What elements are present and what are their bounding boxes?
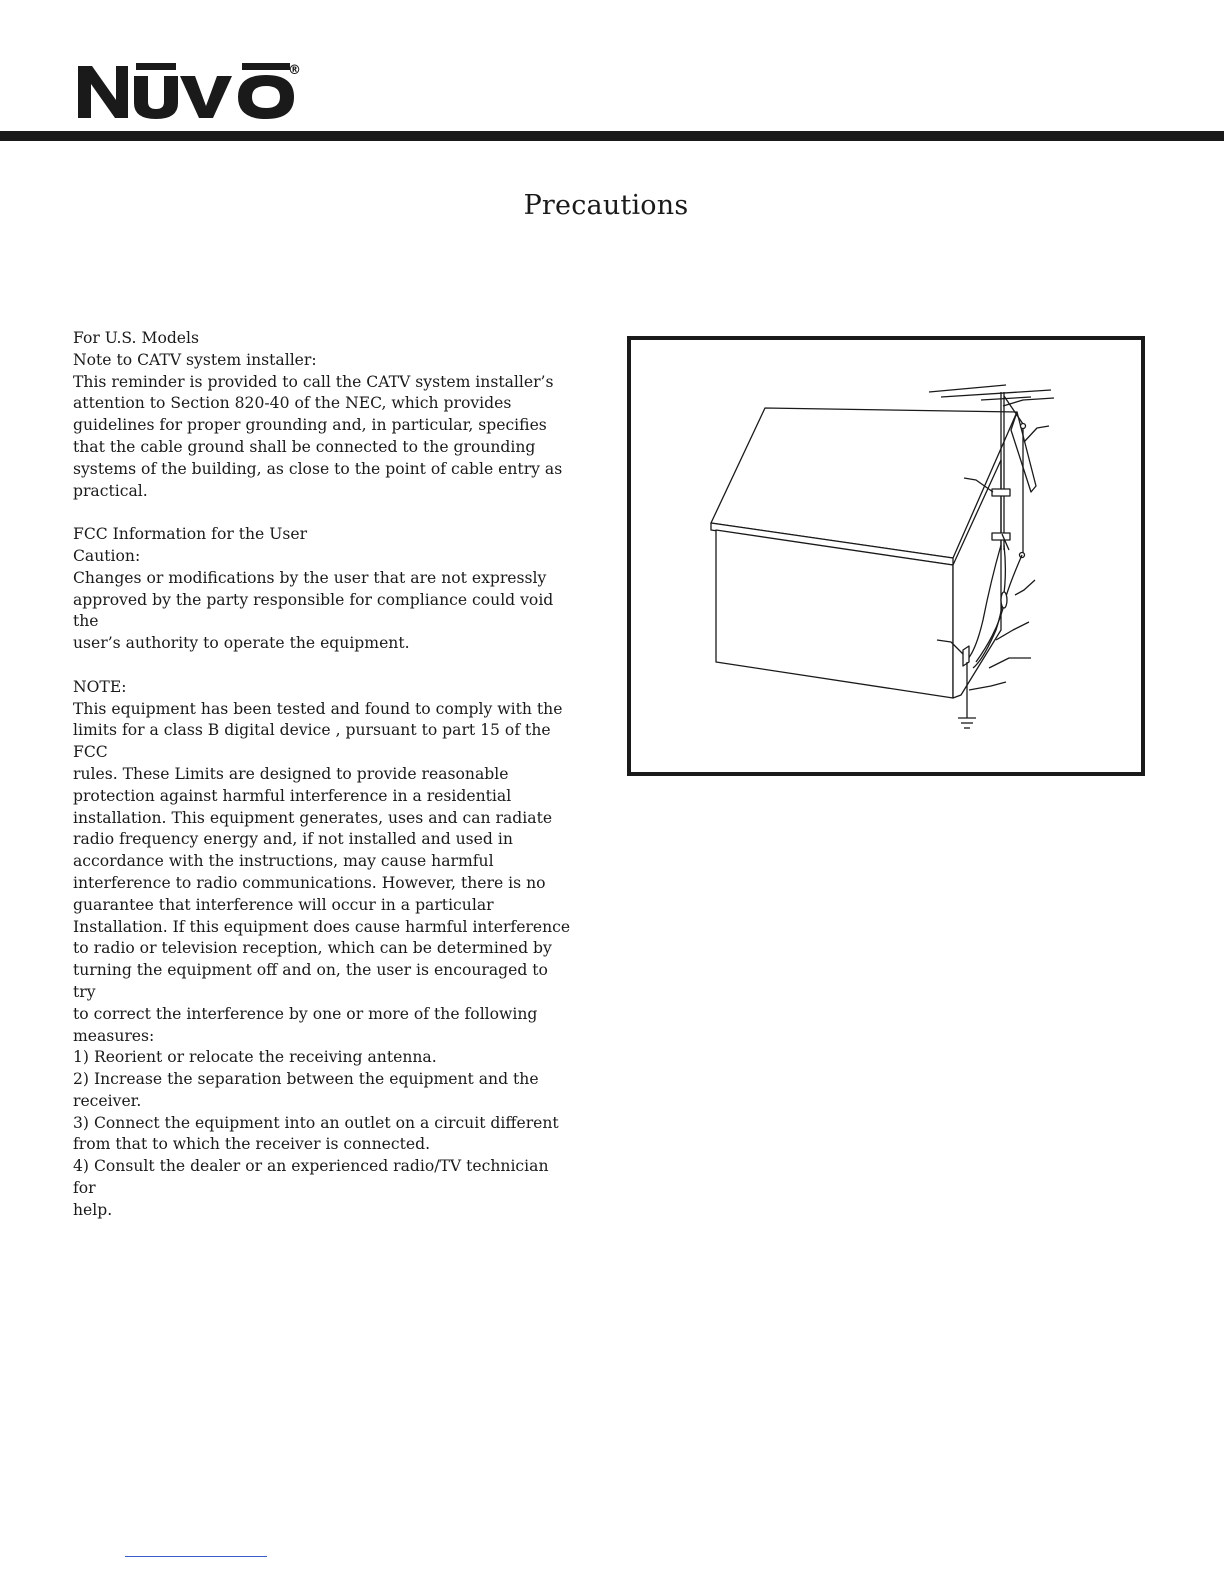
catv-line: guidelines for proper grounding and, in particular, specifies — [73, 416, 547, 435]
note-heading: NOTE: — [73, 677, 127, 696]
caution-line: user’s authority to operate the equipment. — [73, 634, 410, 653]
measure-item: 3) Connect the equipment into an outlet on a circuit different — [73, 1113, 559, 1132]
mast-clamp — [992, 489, 1010, 496]
note-line: radio frequency energy and, if not installed and used in — [73, 830, 513, 849]
page-title-row — [0, 190, 1224, 221]
page-title: Precautions — [523, 190, 689, 221]
note-line: rules. These Limits are designed to provide reasonable — [73, 764, 509, 783]
note-line: installation. This equipment generates, uses and can radiate — [73, 808, 553, 827]
header-rule — [0, 131, 1224, 141]
note-line: turning the equipment off and on, the user is encouraged to try — [73, 961, 548, 1001]
note-line: This equipment has been tested and found to comply with the — [73, 699, 563, 718]
ground-clamp — [963, 646, 969, 666]
callout-line — [1024, 426, 1049, 442]
us-models-label: For U.S. Models — [73, 329, 200, 347]
footer-link-underline — [125, 1556, 267, 1557]
measure-item: 1) Reorient or relocate the receiving antenna. — [73, 1048, 437, 1067]
callout-line — [969, 682, 1006, 690]
callout-line — [1015, 580, 1035, 595]
note-line: to radio or television reception, which can be determined by — [73, 939, 552, 958]
callout-line — [989, 658, 1031, 668]
caution-line: Changes or modifications by the user that are not expressly — [73, 568, 547, 587]
catv-line: systems of the building, as close to the point of cable entry as — [73, 459, 563, 478]
catv-line: practical. — [73, 481, 148, 500]
caution-heading: Caution: — [73, 546, 141, 565]
measure-item: receiver. — [73, 1091, 142, 1110]
catv-heading: Note to CATV system installer: — [73, 350, 317, 369]
note-line: accordance with the instructions, may cause harmful — [73, 852, 494, 871]
note-line: interference to radio communications. However, there is no — [73, 873, 546, 892]
measure-item: help. — [73, 1200, 113, 1219]
discharge-unit — [1001, 592, 1007, 608]
measure-item: 4) Consult the dealer or an experienced radio/TV technician for — [73, 1157, 549, 1198]
nuvo-logo — [78, 60, 308, 124]
antenna-grounding-diagram — [627, 336, 1145, 776]
note-line: protection against harmful interference in a residential — [73, 786, 512, 805]
note-line: guarantee that interference will occur in a particular — [73, 895, 494, 914]
catv-line: attention to Section 820-40 of the NEC, which provides — [73, 394, 512, 413]
caution-line: approved by the party responsible for compliance could void the — [73, 590, 554, 631]
note-line: limits for a class B digital device , pursuant to part 15 of the FCC — [73, 721, 551, 762]
registered-mark: ® — [288, 63, 301, 78]
catv-line: that the cable ground shall be connected to the grounding — [73, 437, 536, 456]
note-line: Installation. If this equipment does cause harmful interference — [73, 917, 571, 936]
note-line: to correct the interference by one or more of the following — [73, 1004, 538, 1023]
measure-item: from that to which the receiver is connected. — [73, 1135, 431, 1154]
precautions-text — [73, 328, 573, 1222]
catv-line: This reminder is provided to call the CATV system installer’s — [73, 372, 554, 391]
fcc-heading: FCC Information for the User — [73, 525, 308, 544]
house-antenna-drawing — [631, 340, 1141, 772]
note-line: measures: — [73, 1026, 155, 1045]
mast-clamp — [992, 533, 1010, 540]
antenna-element — [929, 385, 1006, 392]
measure-item: 2) Increase the separation between the equipment and the — [73, 1070, 539, 1089]
